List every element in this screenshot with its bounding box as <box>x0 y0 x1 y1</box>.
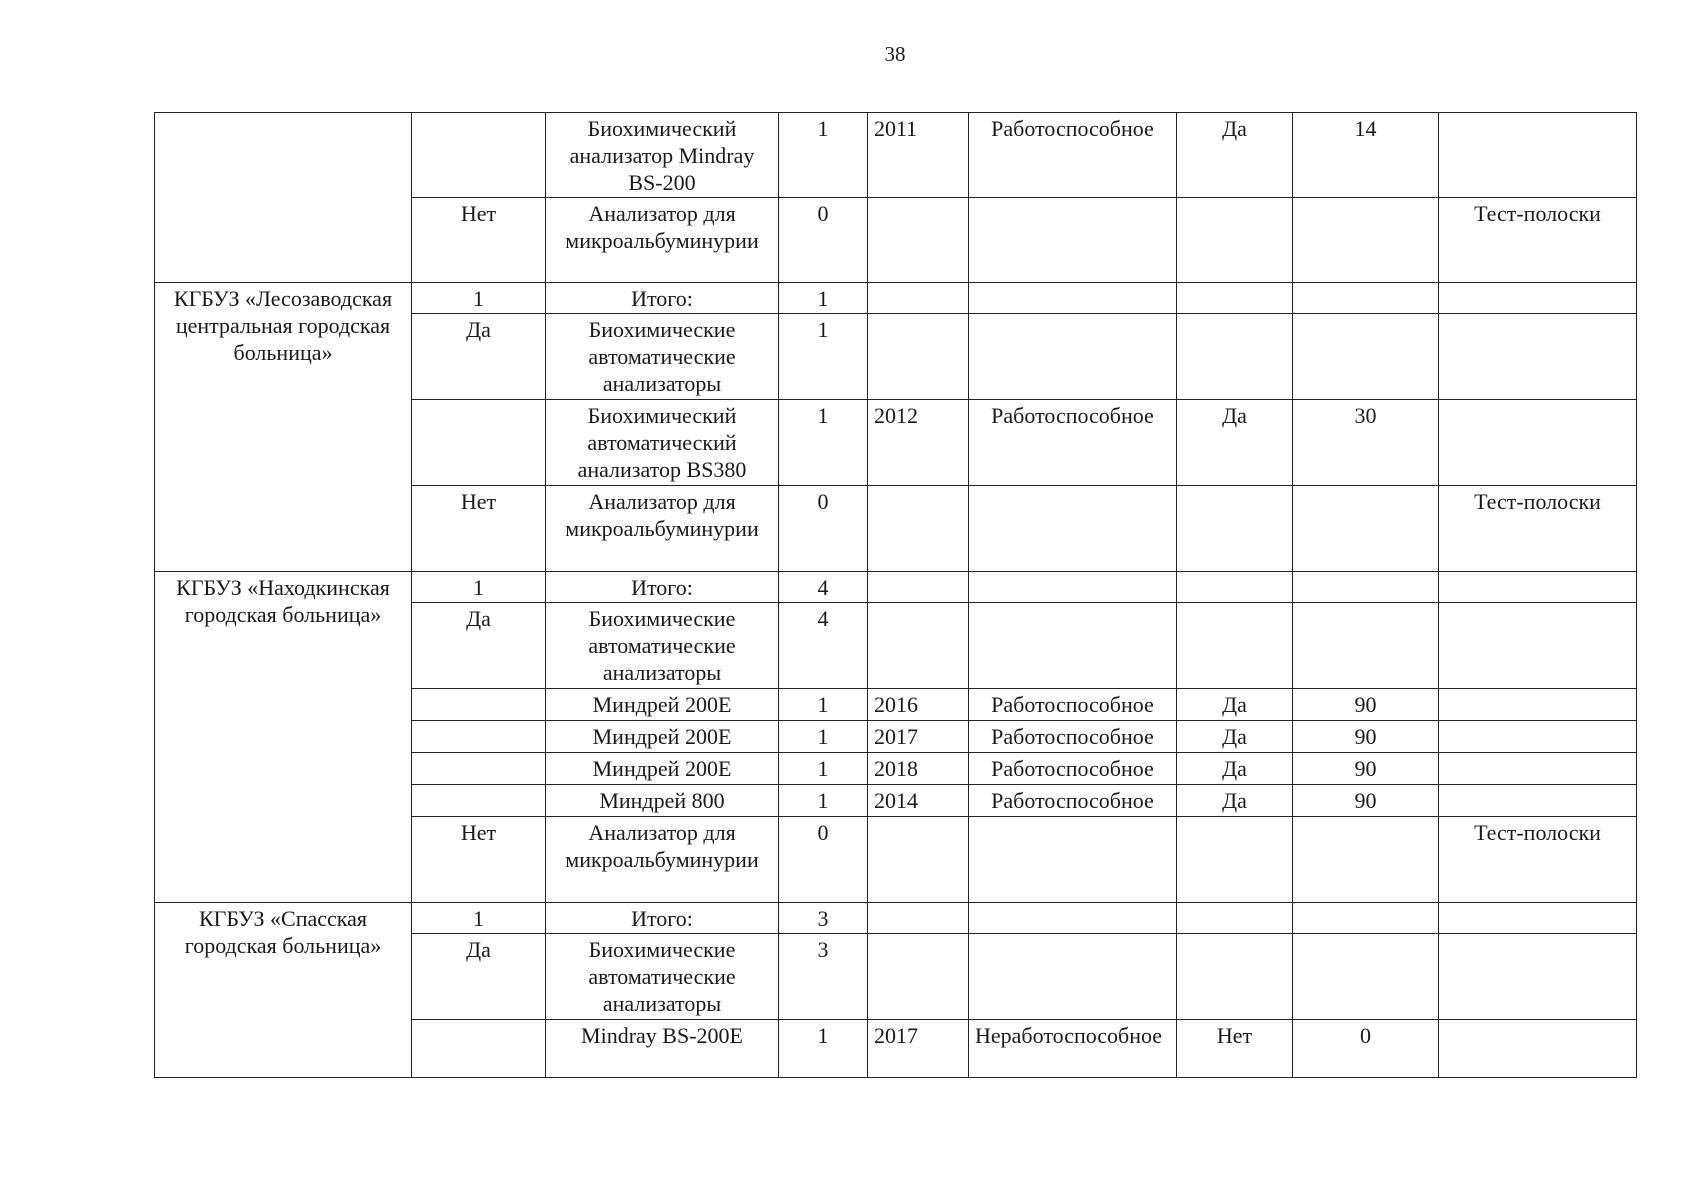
state-cell: Работоспособное <box>969 400 1177 486</box>
flag-cell: Нет <box>412 198 546 283</box>
equipment-name-cell: Миндрей 200Е <box>546 753 779 785</box>
note-cell <box>1439 934 1637 1020</box>
flag-cell: 1 <box>412 283 546 314</box>
equipment-name-cell: Итого: <box>546 283 779 314</box>
load-cell <box>1293 934 1439 1020</box>
quantity-cell: 1 <box>779 1020 868 1078</box>
year-cell <box>868 198 969 283</box>
year-cell: 2011 <box>868 113 969 198</box>
note-cell: Тест-полоски <box>1439 486 1637 572</box>
note-cell <box>1439 721 1637 753</box>
quantity-cell: 4 <box>779 572 868 603</box>
state-cell <box>969 817 1177 903</box>
load-cell <box>1293 198 1439 283</box>
year-cell: 2016 <box>868 689 969 721</box>
state-cell <box>969 903 1177 934</box>
note-cell <box>1439 689 1637 721</box>
state-cell <box>969 603 1177 689</box>
load-cell <box>1293 572 1439 603</box>
year-cell: 2012 <box>868 400 969 486</box>
state-cell <box>969 283 1177 314</box>
load-cell: 90 <box>1293 721 1439 753</box>
table-row <box>155 572 1637 603</box>
flag-cell: 1 <box>412 903 546 934</box>
flag-cell: 1 <box>412 572 546 603</box>
quantity-cell: 1 <box>779 753 868 785</box>
flag-cell: Нет <box>412 817 546 903</box>
equipment-name-cell: Mindray BS-200E <box>546 1020 779 1078</box>
state-cell <box>969 198 1177 283</box>
flag-cell <box>412 785 546 817</box>
in-use-cell <box>1177 817 1293 903</box>
in-use-cell: Нет <box>1177 1020 1293 1078</box>
year-cell: 2018 <box>868 753 969 785</box>
note-cell <box>1439 400 1637 486</box>
load-cell: 90 <box>1293 785 1439 817</box>
institution-cell: КГБУЗ «Лесозаводская центральная городская больница» <box>155 283 412 572</box>
state-cell: Неработоспособное <box>969 1020 1177 1078</box>
year-cell <box>868 903 969 934</box>
load-cell <box>1293 603 1439 689</box>
in-use-cell <box>1177 603 1293 689</box>
equipment-name-cell: Анализатор для микроальбуминурии <box>546 198 779 283</box>
equipment-table <box>154 112 1637 1078</box>
year-cell <box>868 934 969 1020</box>
load-cell <box>1293 486 1439 572</box>
quantity-cell: 1 <box>779 314 868 400</box>
flag-cell: Да <box>412 314 546 400</box>
state-cell: Работоспособное <box>969 753 1177 785</box>
state-cell <box>969 314 1177 400</box>
flag-cell: Да <box>412 603 546 689</box>
equipment-name-cell: Анализатор для микроальбуминурии <box>546 486 779 572</box>
in-use-cell: Да <box>1177 400 1293 486</box>
flag-cell <box>412 400 546 486</box>
equipment-name-cell: Итого: <box>546 572 779 603</box>
note-cell <box>1439 603 1637 689</box>
equipment-name-cell: Биохимические автоматические анализаторы <box>546 314 779 400</box>
institution-cell: КГБУЗ «Находкинская городская больница» <box>155 572 412 903</box>
load-cell <box>1293 283 1439 314</box>
table-row <box>155 113 1637 198</box>
load-cell: 14 <box>1293 113 1439 198</box>
flag-cell <box>412 689 546 721</box>
state-cell <box>969 486 1177 572</box>
quantity-cell: 1 <box>779 113 868 198</box>
equipment-name-cell: Анализатор для микроальбуминурии <box>546 817 779 903</box>
equipment-name-cell: Миндрей 200Е <box>546 721 779 753</box>
year-cell <box>868 486 969 572</box>
quantity-cell: 1 <box>779 689 868 721</box>
state-cell: Работоспособное <box>969 113 1177 198</box>
year-cell <box>868 603 969 689</box>
note-cell <box>1439 314 1637 400</box>
year-cell: 2017 <box>868 1020 969 1078</box>
load-cell: 90 <box>1293 753 1439 785</box>
page-number: 38 <box>884 42 906 66</box>
year-cell <box>868 572 969 603</box>
note-cell: Тест-полоски <box>1439 817 1637 903</box>
load-cell <box>1293 903 1439 934</box>
quantity-cell: 3 <box>779 934 868 1020</box>
quantity-cell: 1 <box>779 283 868 314</box>
in-use-cell: Да <box>1177 753 1293 785</box>
institution-cell <box>155 113 412 283</box>
table-row <box>155 903 1637 934</box>
quantity-cell: 3 <box>779 903 868 934</box>
state-cell: Работоспособное <box>969 689 1177 721</box>
in-use-cell: Да <box>1177 721 1293 753</box>
state-cell: Работоспособное <box>969 785 1177 817</box>
year-cell <box>868 817 969 903</box>
in-use-cell: Да <box>1177 689 1293 721</box>
note-cell <box>1439 785 1637 817</box>
flag-cell <box>412 753 546 785</box>
in-use-cell <box>1177 198 1293 283</box>
flag-cell: Нет <box>412 486 546 572</box>
note-cell <box>1439 113 1637 198</box>
note-cell: Тест-полоски <box>1439 198 1637 283</box>
note-cell <box>1439 283 1637 314</box>
state-cell: Работоспособное <box>969 721 1177 753</box>
quantity-cell: 1 <box>779 785 868 817</box>
state-cell <box>969 572 1177 603</box>
equipment-name-cell: Биохимические автоматические анализаторы <box>546 603 779 689</box>
in-use-cell <box>1177 283 1293 314</box>
quantity-cell: 0 <box>779 198 868 283</box>
note-cell <box>1439 572 1637 603</box>
in-use-cell <box>1177 934 1293 1020</box>
equipment-name-cell: Итого: <box>546 903 779 934</box>
note-cell <box>1439 753 1637 785</box>
load-cell: 0 <box>1293 1020 1439 1078</box>
in-use-cell <box>1177 314 1293 400</box>
equipment-name-cell: Биохимический автоматический анализатор BS380 <box>546 400 779 486</box>
flag-cell: Да <box>412 934 546 1020</box>
year-cell <box>868 314 969 400</box>
state-cell <box>969 934 1177 1020</box>
flag-cell <box>412 1020 546 1078</box>
note-cell <box>1439 903 1637 934</box>
in-use-cell: Да <box>1177 785 1293 817</box>
flag-cell <box>412 113 546 198</box>
quantity-cell: 1 <box>779 721 868 753</box>
quantity-cell: 0 <box>779 817 868 903</box>
load-cell: 90 <box>1293 689 1439 721</box>
in-use-cell <box>1177 903 1293 934</box>
equipment-name-cell: Миндрей 200Е <box>546 689 779 721</box>
load-cell: 30 <box>1293 400 1439 486</box>
note-cell <box>1439 1020 1637 1078</box>
in-use-cell: Да <box>1177 113 1293 198</box>
equipment-name-cell: Миндрей 800 <box>546 785 779 817</box>
table-row <box>155 283 1637 314</box>
in-use-cell <box>1177 572 1293 603</box>
quantity-cell: 0 <box>779 486 868 572</box>
year-cell <box>868 283 969 314</box>
institution-cell: КГБУЗ «Спасская городская больница» <box>155 903 412 1078</box>
equipment-name-cell: Биохимический анализатор Mindray BS-200 <box>546 113 779 198</box>
year-cell: 2017 <box>868 721 969 753</box>
load-cell <box>1293 314 1439 400</box>
load-cell <box>1293 817 1439 903</box>
quantity-cell: 1 <box>779 400 868 486</box>
equipment-name-cell: Биохимические автоматические анализаторы <box>546 934 779 1020</box>
year-cell: 2014 <box>868 785 969 817</box>
flag-cell <box>412 721 546 753</box>
quantity-cell: 4 <box>779 603 868 689</box>
in-use-cell <box>1177 486 1293 572</box>
